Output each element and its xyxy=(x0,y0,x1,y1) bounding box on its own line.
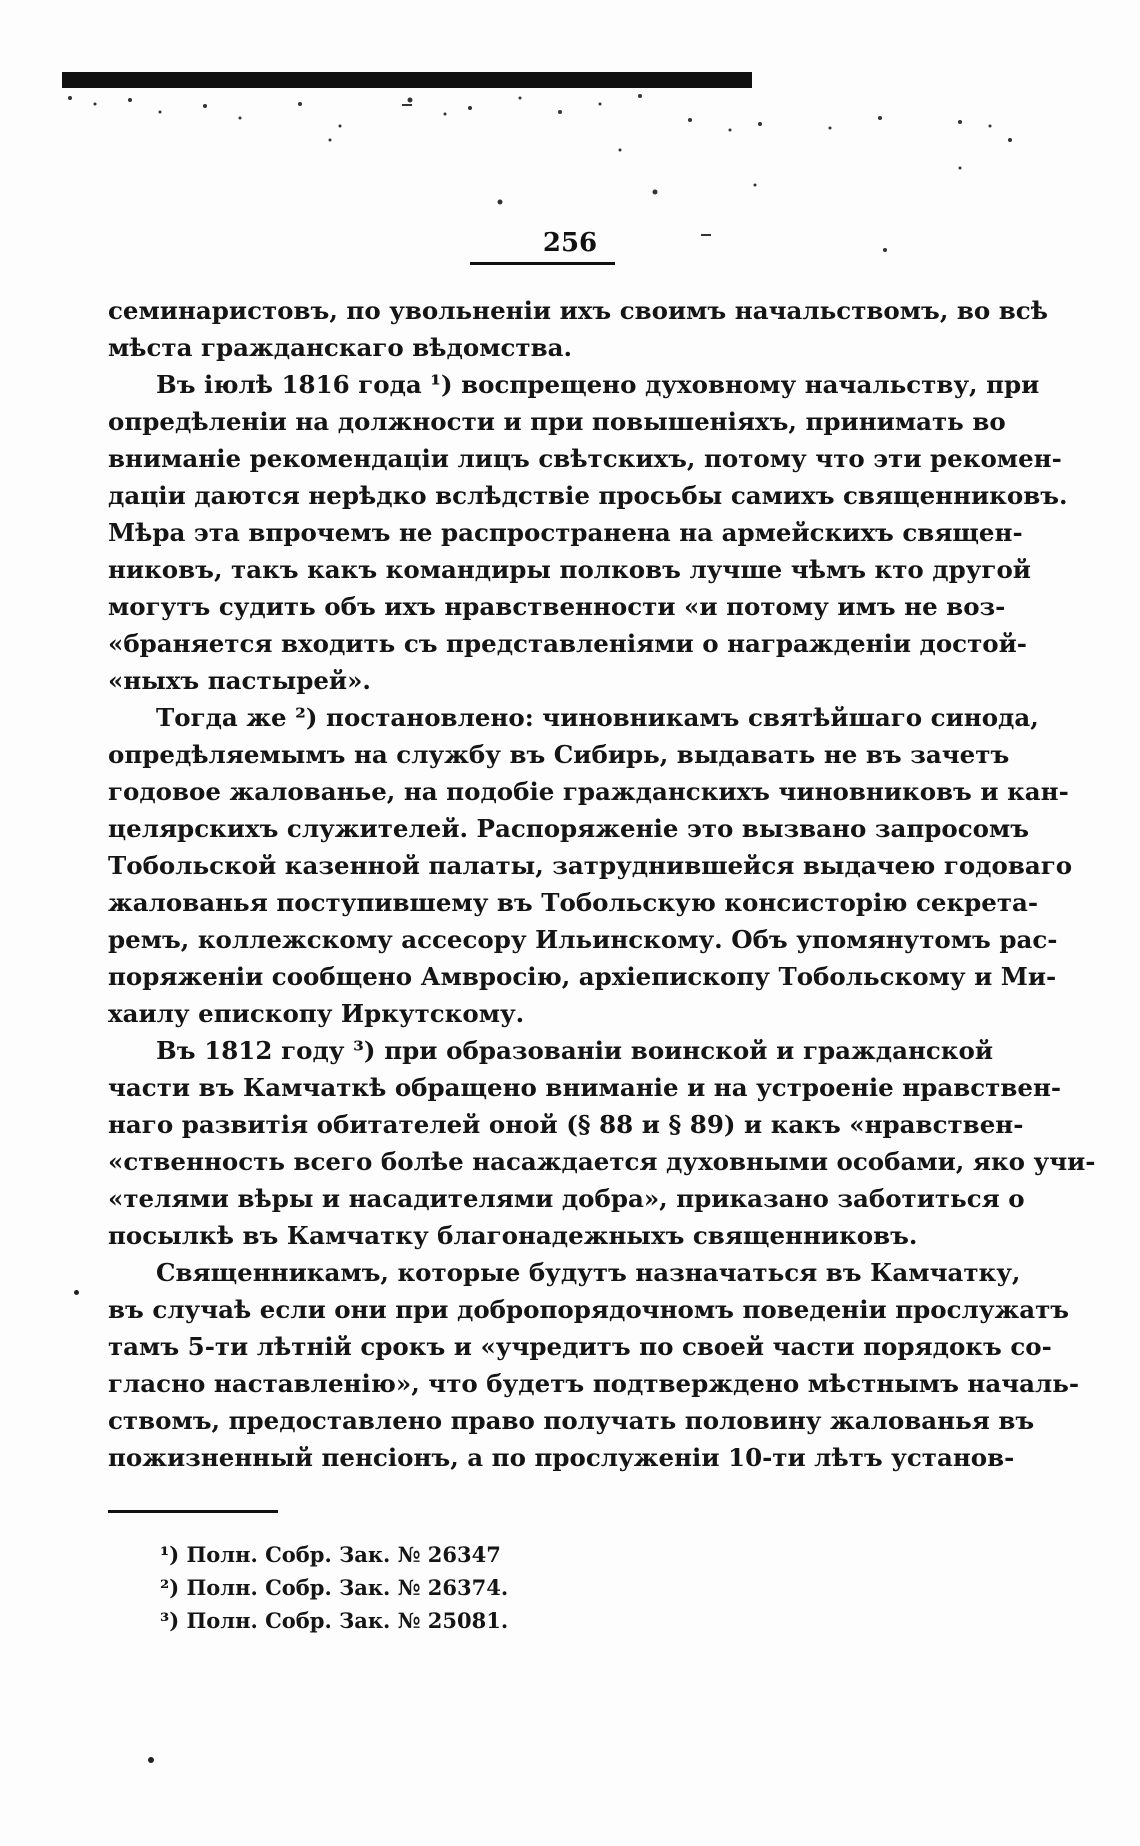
text-line: «браняется входить съ представленіями о награжденіи достой- xyxy=(108,629,1027,658)
text-line: жалованья поступившему въ Тобольскую консисторію секрета- xyxy=(108,888,1039,917)
scan-speck xyxy=(148,1757,154,1763)
text-line: Въ 1812 году ³) при образованіи воинской и гражданской xyxy=(156,1036,993,1065)
body-text xyxy=(108,292,1096,1476)
text-line: мѣста гражданскаго вѣдомства. xyxy=(108,333,573,362)
text-line: никовъ, такъ какъ командиры полковъ лучше чѣмъ кто другой xyxy=(108,555,1031,584)
text-line: годовое жалованье, на подобіе гражданскихъ чиновниковъ и кан- xyxy=(108,777,1069,806)
text-line: вниманіе рекомендаціи лицъ свѣтскихъ, потому что эти рекомен- xyxy=(108,444,1062,473)
text-line: даціи даются нерѣдко вслѣдствіе просьбы самихъ священниковъ. xyxy=(108,481,1068,510)
text-line: опредѣляемымъ на службу въ Сибирь, выдавать не въ зачетъ xyxy=(108,740,1010,769)
text-line: Мѣра эта впрочемъ не распространена на армейскихъ священ- xyxy=(108,518,1023,547)
text-line: опредѣленіи на должности и при повышеніяхъ, принимать во xyxy=(108,407,1006,436)
text-line: «телями вѣры и насадителями добра», приказано заботиться о xyxy=(108,1184,1025,1213)
text-line: части въ Камчаткѣ обращено вниманіе и на устроеніе нравствен- xyxy=(108,1073,1062,1102)
footnote: ¹) Полн. Собр. Зак. № 26347 xyxy=(160,1542,501,1567)
scan-speck xyxy=(74,1290,79,1295)
footnote: ²) Полн. Собр. Зак. № 26374. xyxy=(160,1575,509,1600)
text-line: поряженіи сообщено Амвросію, архіепископу Тобольскому и Ми- xyxy=(108,962,1057,991)
text-line: наго развитія обитателей оной (§ 88 и § 89) и какъ «нравствен- xyxy=(108,1110,1024,1139)
text-line: Тобольской казенной палаты, затруднившейся выдачею годоваго xyxy=(108,851,1073,880)
text-line: въ случаѣ если они при добропорядочномъ поведеніи прослужатъ xyxy=(108,1295,1070,1324)
text-line: целярскихъ служителей. Распоряженіе это вызвано запросомъ xyxy=(108,814,1030,843)
footnote-separator xyxy=(108,1510,278,1513)
text-line: Въ іюлѣ 1816 года ¹) воспрещено духовному начальству, при xyxy=(156,370,1040,399)
footnote: ³) Полн. Собр. Зак. № 25081. xyxy=(160,1608,509,1633)
text-line: «ныхъ пастырей». xyxy=(108,666,371,695)
text-line: хаилу епископу Иркутскому. xyxy=(108,999,525,1028)
text-line: гласно наставленію», что будетъ подтверждено мѣстнымъ началь- xyxy=(108,1369,1080,1398)
text-line: ремъ, коллежскому ассесору Ильинскому. Объ упомянутомъ рас- xyxy=(108,925,1058,954)
text-line: ствомъ, предоставлено право получать половину жалованья въ xyxy=(108,1406,1035,1435)
footnotes xyxy=(160,1538,508,1637)
text-line: тамъ 5-ти лѣтній срокъ и «учредитъ по своей части порядокъ со- xyxy=(108,1332,1052,1361)
text-line: «ственность всего болѣе насаждается духовными особами, яко учи- xyxy=(108,1147,1096,1176)
page-number: 256 xyxy=(542,228,598,258)
text-line: посылкѣ въ Камчатку благонадежныхъ священниковъ. xyxy=(108,1221,918,1250)
page-number-underline xyxy=(470,262,615,265)
text-line: пожизненный пенсіонъ, а по прослуженіи 10-ти лѣтъ установ- xyxy=(108,1443,1015,1472)
text-line: могутъ судить объ ихъ нравственности «и потому имъ не воз- xyxy=(108,592,1006,621)
text-line: Тогда же ²) постановлено: чиновникамъ святѣйшаго синода, xyxy=(156,703,1039,732)
text-line: Священникамъ, которые будутъ назначаться въ Камчатку, xyxy=(156,1258,1021,1287)
text-line: семинаристовъ, по увольненіи ихъ своимъ начальствомъ, во всѣ xyxy=(108,296,1048,325)
